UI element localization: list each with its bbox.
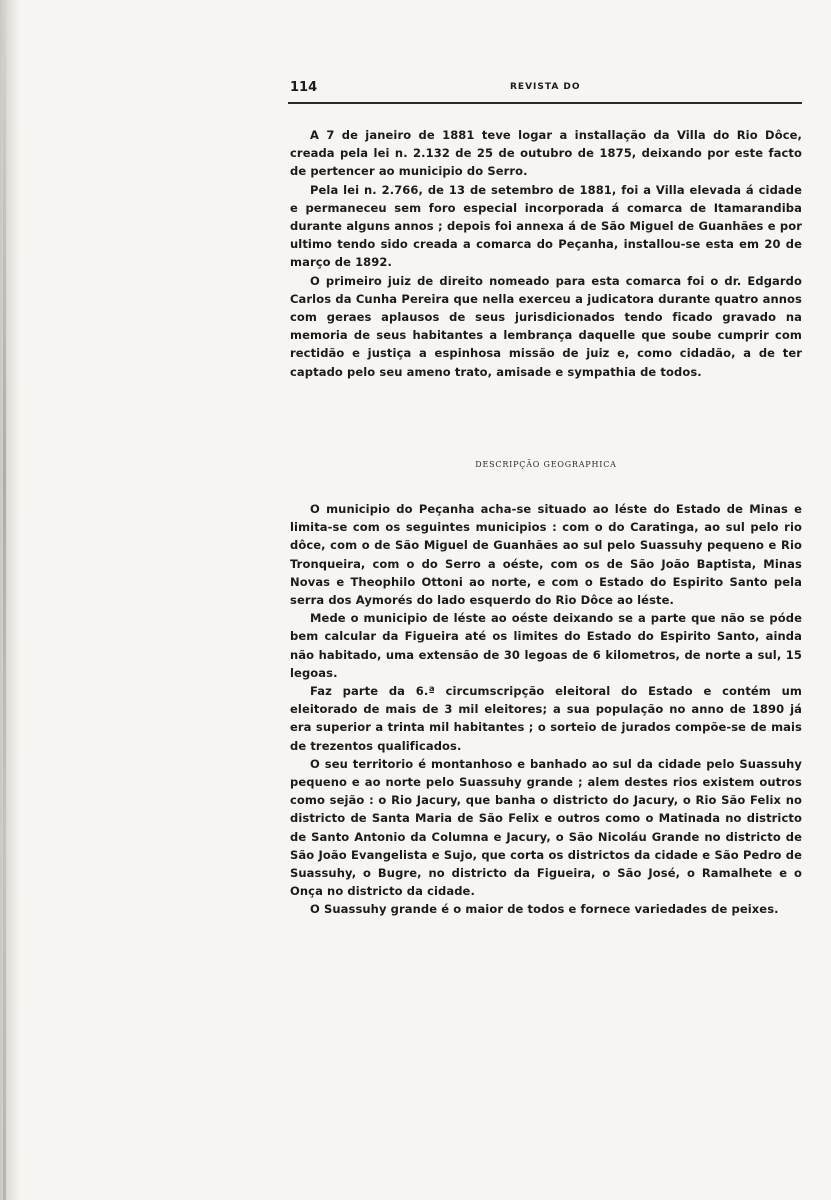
section-heading: DESCRIPÇÃO GEOGRAPHICA [475, 460, 617, 469]
paragraph: O primeiro juiz de direito nomeado para esta comarca foi o dr. Edgardo Carlos da Cunha Pereira que nella exerceu a judicatora durante quatro annos com geraes aplausos de seus jurisdicionados tendo ficado gravado na memoria de seus habitantes a lembrança daquelle que soube cumprir com rectidão e justiça a espinhosa missão de juiz e, como cidadão, a de ter captado pelo seu ameno trato, amisade e sympathia de todos. [290, 273, 802, 379]
page-header [290, 80, 802, 100]
running-title: REVISTA DO [510, 82, 581, 92]
page-number: 114 [290, 80, 318, 95]
paragraph: O Suassuhy grande é o maior de todos e fornece variedades de peixes. [310, 902, 779, 917]
paragraph: Pela lei n. 2.766, de 13 de setembro de 1881, foi a Villa elevada á cidade e permaneceu sem foro especial incorporada á comarca de Itamarandiba durante alguns annos ; depois foi annexa á de São Miguel de Guanhães e por ultimo tendo sido creada a comarca do Peçanha, installou-se esta em 20 de março de 1892. [290, 182, 802, 270]
paragraph: Faz parte da 6.ª circumscripção eleitoral do Estado e contém um eleitorado de mais de 3 mil eleitores; a sua população no anno de 1890 já era superior a trinta mil habitantes ; o sorteio de jurados compõe-se de mais de trezentos qualificados. [290, 684, 802, 753]
header-rule [288, 102, 802, 104]
section-text [290, 500, 802, 919]
paragraph: O municipio do Peçanha acha-se situado ao léste do Estado de Minas e limita-se com os seguintes municipios : com o do Caratinga, ao sul pelo rio dôce, com o de São Miguel de Guanhães ao sul pelo Suassuhy pequeno e Rio Tronqueira, com o do Serro a oéste, com os de São João Baptista, Minas Novas e Theophilo Ottoni ao norte, e com o Estado do Espirito Santo pela serra dos Aymorés do lado esquerdo do Rio Dôce ao léste. [290, 502, 802, 608]
intro-text [290, 126, 802, 381]
paragraph: Mede o municipio de léste ao oéste deixando se a parte que não se póde bem calcular da Figueira até os limites do Estado do Espirito Santo, ainda não habitado, uma extensão de 30 legoas de 6 kilometros, de norte a sul, 15 legoas. [290, 611, 802, 680]
paragraph: O seu territorio é montanhoso e banhado ao sul da cidade pelo Suassuhy pequeno e ao norte pelo Suassuhy grande ; alem destes rios existem outros como sejão : o Rio Jacury, que banha o districto do Jacury, o Rio São Felix no districto de Santa Maria de São Felix e outros como o Matinada no districto de Santo Antonio da Columna e Jacury, o São Nicoláu Grande no districto de São João Evangelista e Sujo, que corta os districtos da cidade e São Pedro de Suassuhy, o Bugre, no districto da Figueira, o São José, o Ramalhete e o Onça no districto da cidade. [290, 756, 802, 899]
binding-edge [3, 0, 6, 1200]
paragraph: A 7 de janeiro de 1881 teve logar a installação da Villa do Rio Dôce, creada pela lei n. 2.132 de 25 de outubro de 1875, deixando por este facto de pertencer ao municipio do Serro. [290, 128, 802, 179]
